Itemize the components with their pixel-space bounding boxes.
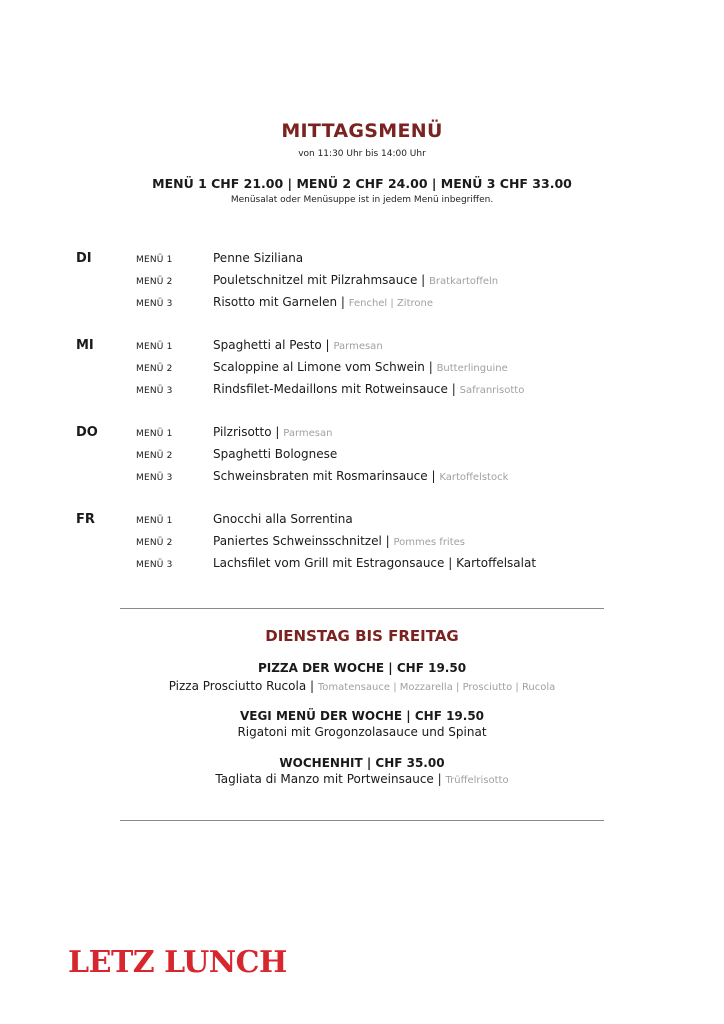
menu-tag: MENÜ 1: [136, 342, 173, 352]
dish: Penne Siziliana: [213, 251, 304, 265]
dish: Spaghetti al Pesto | Parmesan: [213, 338, 383, 352]
special-heading: PIZZA DER WOCHE | CHF 19.50: [257, 661, 467, 675]
day-label: DO: [76, 425, 98, 440]
special-heading: VEGI MENÜ DER WOCHE | CHF 19.50: [239, 709, 485, 723]
divider-top: [120, 608, 604, 609]
menu-tag: MENÜ 1: [136, 429, 173, 439]
dish: Lachsfilet vom Grill mit Estragonsauce | Kartoffelsalat: [213, 556, 537, 570]
menu-row: [0, 251, 724, 269]
special-description: Pizza Prosciutto Rucola | Tomatensauce | Mozzarella | Prosciutto | Rucola: [168, 679, 556, 693]
opening-hours: von 11:30 Uhr bis 14:00 Uhr: [298, 149, 426, 159]
dish: Spaghetti Bolognese: [213, 447, 338, 461]
dish: Rindsfilet-Medaillons mit Rotweinsauce | Safranrisotto: [213, 382, 525, 396]
special-description: Rigatoni mit Grogonzolasauce und Spinat: [237, 725, 487, 739]
menu-row: [0, 447, 724, 465]
page-title: MITTAGSMENÜ: [281, 120, 443, 142]
weekly-title: DIENSTAG BIS FREITAG: [265, 627, 459, 645]
special-heading: WOCHENHIT | CHF 35.00: [279, 756, 445, 770]
special-description: Tagliata di Manzo mit Portweinsauce | Trüffelrisotto: [215, 772, 509, 786]
dish: Paniertes Schweinsschnitzel | Pommes frites: [213, 534, 465, 548]
menu-row: [0, 469, 724, 487]
menu-row: [0, 360, 724, 378]
menu-row: [0, 512, 724, 530]
day-label: MI: [76, 338, 94, 353]
menu-tag: MENÜ 3: [136, 473, 173, 483]
menu-tag: MENÜ 1: [136, 516, 173, 526]
menu-row: [0, 534, 724, 552]
menu-prices: MENÜ 1 CHF 21.00 | MENÜ 2 CHF 24.00 | MENÜ 3 CHF 33.00: [152, 176, 572, 191]
menu-tag: MENÜ 2: [136, 538, 173, 548]
menu-tag: MENÜ 2: [136, 277, 173, 287]
dish: Pouletschnitzel mit Pilzrahmsauce | Bratkartoffeln: [213, 273, 499, 287]
menu-row: [0, 425, 724, 443]
day-label: FR: [76, 512, 95, 527]
menu-row: [0, 556, 724, 574]
menu-row: [0, 382, 724, 400]
dish: Scaloppine al Limone vom Schwein | Butterlinguine: [213, 360, 508, 374]
menu-row: [0, 338, 724, 356]
menu-tag: MENÜ 3: [136, 560, 173, 570]
dish: Schweinsbraten mit Rosmarinsauce | Kartoffelstock: [213, 469, 509, 483]
dish: Gnocchi alla Sorrentina: [213, 512, 353, 526]
dish: Risotto mit Garnelen | Fenchel | Zitrone: [213, 295, 433, 309]
menu-row: [0, 295, 724, 313]
menu-tag: MENÜ 2: [136, 364, 173, 374]
included-note: Menüsalat oder Menüsuppe ist in jedem Menü inbegriffen.: [230, 195, 494, 205]
brand-logo: LETZ LUNCH: [68, 945, 287, 980]
menu-tag: MENÜ 2: [136, 451, 173, 461]
menu-tag: MENÜ 3: [136, 386, 173, 396]
divider-bottom: [120, 820, 604, 821]
menu-tag: MENÜ 1: [136, 255, 173, 265]
day-label: DI: [76, 251, 92, 266]
dish: Pilzrisotto | Parmesan: [213, 425, 333, 439]
menu-row: [0, 273, 724, 291]
menu-tag: MENÜ 3: [136, 299, 173, 309]
